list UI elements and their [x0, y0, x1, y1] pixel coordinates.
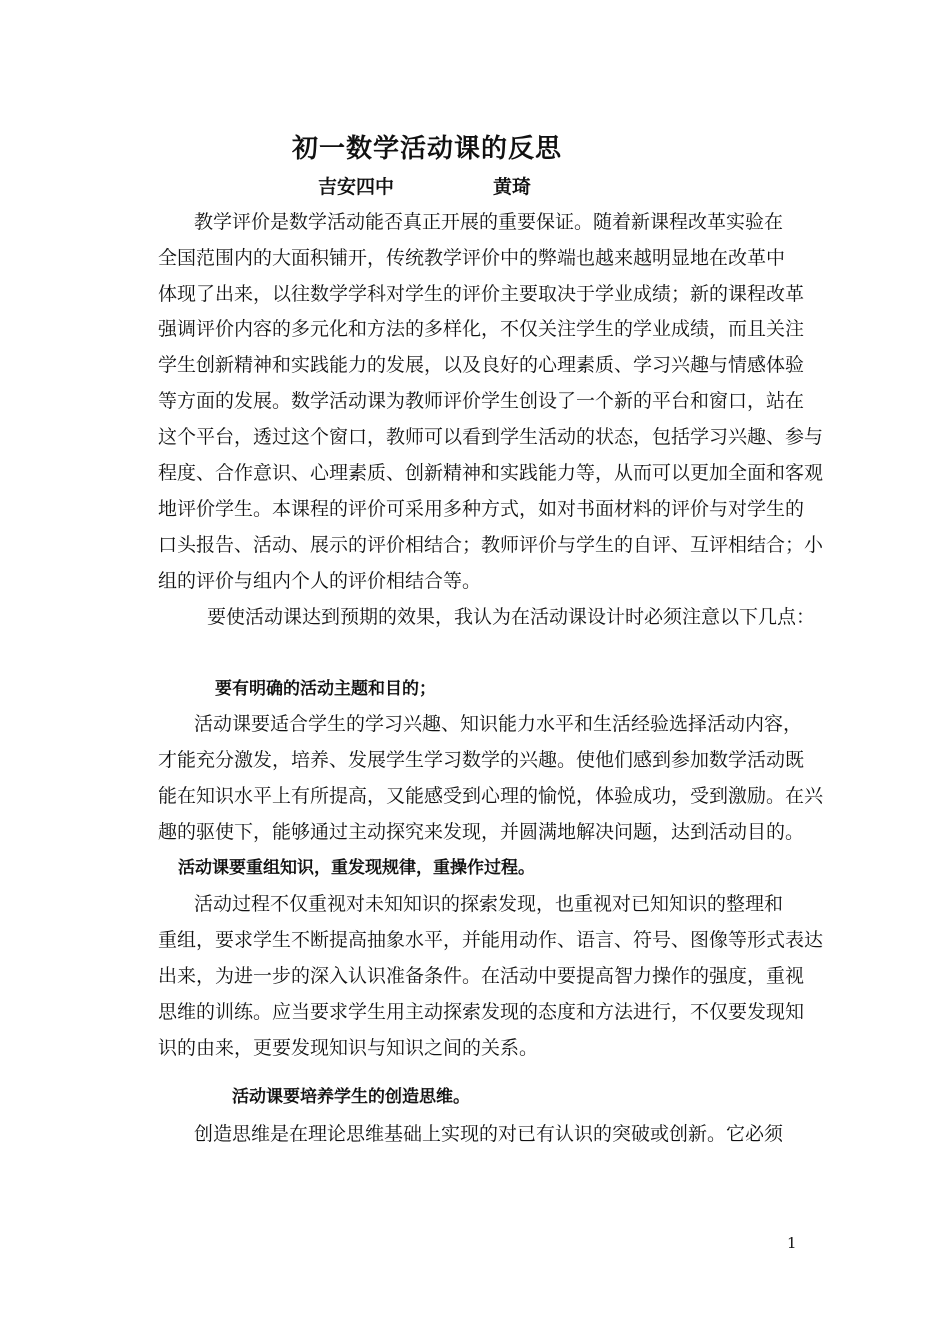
body-line: 才能充分激发，培养、发展学生学习数学的兴趣。使他们感到参加数学活动既	[158, 749, 805, 771]
body-line: 程度、合作意识、心理素质、创新精神和实践能力等，从而可以更加全面和客观	[158, 462, 824, 484]
body-line: 强调评价内容的多元化和方法的多样化，不仅关注学生的学业成绩，而且关注	[158, 318, 805, 340]
body-line: 思维的训练。应当要求学生用主动探索发现的态度和方法进行，不仅要发现知	[158, 1001, 805, 1023]
body-line: 等方面的发展。数学活动课为教师评价学生创设了一个新的平台和窗口，站在	[158, 390, 805, 412]
body-line: 趣的驱使下，能够通过主动探究来发现，并圆满地解决问题，达到活动目的。	[158, 821, 805, 843]
school-name: 吉安四中	[318, 176, 395, 198]
transition-line: 要使活动课达到预期的效果，我认为在活动课设计时必须注意以下几点：	[207, 606, 816, 628]
body-line: 活动过程不仅重视对未知知识的探索发现，也重视对已知知识的整理和	[194, 893, 784, 915]
document-title: 初一数学活动课的反思	[292, 134, 563, 164]
body-line: 创造思维是在理论思维基础上实现的对已有认识的突破或创新。它必须	[194, 1123, 784, 1145]
body-line: 识的由来，更要发现知识与知识之间的关系。	[158, 1037, 539, 1059]
body-line: 重组，要求学生不断提高抽象水平，并能用动作、语言、符号、图像等形式表达	[158, 929, 824, 951]
section-heading: 活动课要重组知识，重发现规律，重操作过程。	[178, 858, 535, 878]
body-line: 活动课要适合学生的学习兴趣、知识能力水平和生活经验选择活动内容，	[194, 713, 803, 735]
body-line: 地评价学生。本课程的评价可采用多种方式，如对书面材料的评价与对学生的	[158, 498, 805, 520]
page-number: 1	[787, 1234, 797, 1252]
section-heading: 活动课要培养学生的创造思维。	[232, 1087, 470, 1107]
body-line: 教学评价是数学活动能否真正开展的重要保证。随着新课程改革实验在	[194, 211, 784, 233]
body-line: 学生创新精神和实践能力的发展，以及良好的心理素质、学习兴趣与情感体验	[158, 354, 805, 376]
body-line: 出来，为进一步的深入认识准备条件。在活动中要提高智力操作的强度，重视	[158, 965, 805, 987]
section-heading: 要有明确的活动主题和目的；	[215, 679, 436, 699]
body-line: 体现了出来，以往数学学科对学生的评价主要取决于学业成绩；新的课程改革	[158, 283, 805, 305]
body-line: 口头报告、活动、展示的评价相结合；教师评价与学生的自评、互评相结合；小	[158, 534, 824, 556]
body-line: 这个平台，透过这个窗口，教师可以看到学生活动的状态，包括学习兴趣、参与	[158, 426, 824, 448]
author-name: 黄琦	[493, 176, 532, 198]
body-line: 组的评价与组内个人的评价相结合等。	[158, 570, 482, 592]
body-line: 全国范围内的大面积铺开，传统教学评价中的弊端也越来越明显地在改革中	[158, 247, 786, 269]
body-line: 能在知识水平上有所提高，又能感受到心理的愉悦，体验成功，受到激励。在兴	[158, 785, 824, 807]
